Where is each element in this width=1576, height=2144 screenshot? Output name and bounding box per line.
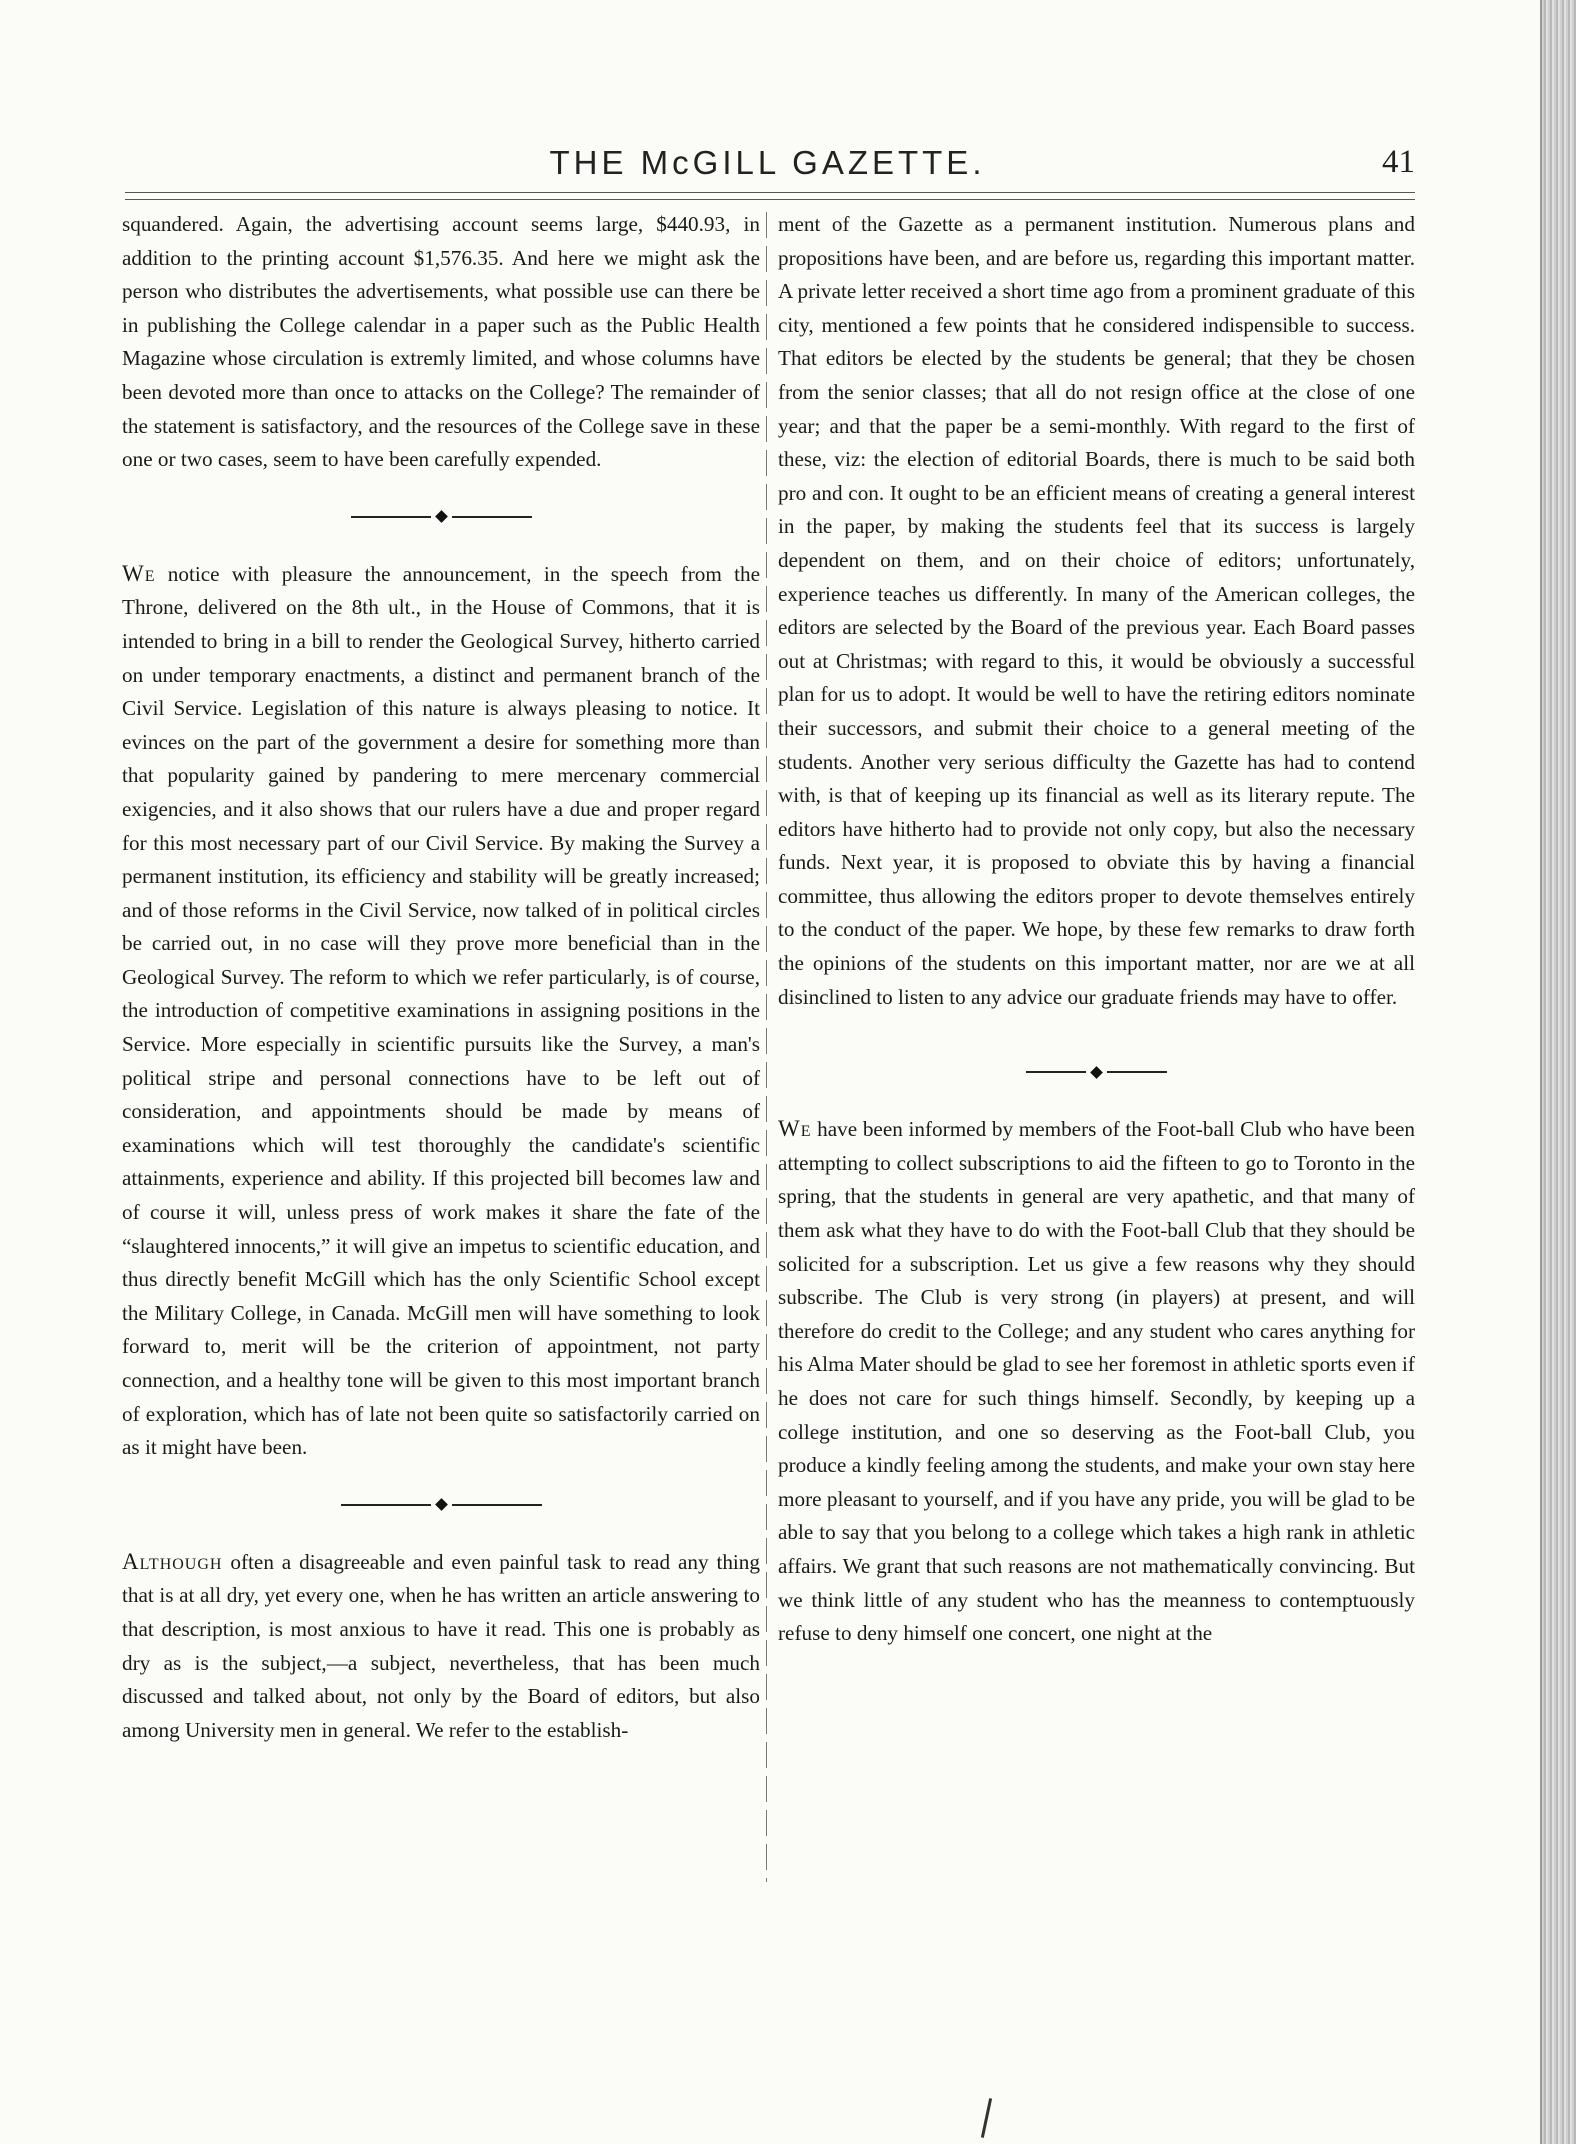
section-ornament	[778, 1054, 1415, 1090]
paragraph-initial: Although	[122, 1548, 223, 1574]
column-divider	[766, 212, 767, 1882]
right-column	[778, 208, 1415, 1651]
masthead-title: THE McGILL GAZETTE.	[549, 144, 986, 181]
header-rule	[125, 192, 1415, 200]
page-edge	[1540, 0, 1576, 2144]
paragraph-football-club	[778, 1112, 1415, 1651]
running-header	[120, 140, 1415, 200]
section-ornament	[122, 1487, 760, 1523]
paragraph-initial: We	[122, 560, 156, 586]
paragraph-geological-survey	[122, 557, 760, 1465]
paragraph-initial: We	[778, 1116, 812, 1142]
paragraph-advertising: squandered. Again, the advertising account seems large, $440.93, in addition to the printing account $1,576.35. And here we might ask the person who distributes the advertisements, what possible use can there be in publishing the College calendar in a paper such as the Public Health Magazine whose circulation is extremly limited, and whose columns have been devoted more than once to attacks on the College? The remainder of the statement is satisfactory, and the resources of the College save in these one or two cases, seem to have been carefully expended.	[122, 212, 760, 472]
paragraph-gazette-establishment	[122, 1545, 760, 1748]
paragraph-body: often a disagreeable and even painful task to read any thing that is at all dry, yet every one, when he has written an article answering to that description, is most anxious to have it read. This one is probably as dry as is the subject,—a subject, nevertheless, that has been much discussed and talked about, not only by the Board of editors, but also among University men in general. We refer to the establish-	[122, 1549, 760, 1742]
paragraph-body: notice with pleasure the announcement, in the speech from the Throne, delivered on the 8th ult., in the House of Commons, that it is intended to bring in a bill to render the Geological Survey, hitherto carried on under temporary enactments, a distinct and permanent branch of the Civil Service. Legislation of this nature is always pleasing to notice. It evinces on the part of the government a desire for something more than that popularity gained by pandering to mere mercenary commercial exigencies, and it also shows that our rulers have a due and proper regard for this most necessary part of our Civil Service. By making the Survey a permanent institution, its efficiency and stability will be greatly increased; and of those reforms in the Civil Service, now talked of in political circles be carried out, in no case will they prove more beneficial than in the Geological Survey. The reform to which we refer particularly, is of course, the introduction of competitive examinations in assigning positions in the Service. More especially in scientific pursuits like the Survey, a man's political stripe and personal connections have to be left out of consideration, and appointments should be made by means of examinations which will test thoroughly the candidate's scientific attainments, experience and ability. If this projected bill becomes law and of course it will, unless press of work makes it share the fate of the “slaughtered innocents,” it will give an impetus to scientific education, and thus directly benefit McGill which has the only Scientific School except the Military College, in Canada. McGill men will have something to look forward to, merit will be the criterion of appointment, not party connection, and a healthy tone will be given to this most important branch of exploration, which has of late not been quite so satisfactorily carried on as it might have been.	[122, 561, 760, 1460]
page-number: 41	[1382, 144, 1415, 180]
left-column	[122, 208, 760, 1747]
paragraph-body: have been informed by members of the Foot-ball Club who have been attempting to collect subscriptions to aid the fifteen to go to Toronto in the spring, that the students in general are very apathetic, and that many of them ask what they have to do with the Foot-ball Club that they should be solicited for a subscription. Let us give a few reasons why they should subscribe. The Club is very strong (in players) at present, and will therefore do credit to the College; and any student who cares anything for his Alma Mater should be glad to see her foremost in athletic sports even if he does not care for such things himself. Secondly, by keeping up a college institution, and one so deserving as the Foot-ball Club, you produce a kindly feeling among the students, and make your own stay here more pleasant to yourself, and if you have any pride, you will be glad to be able to say that you belong to a college which takes a high rank in athletic affairs. We grant that such reasons are not mathematically convincing. But we think little of any student who has the meanness to contemptuously refuse to deny himself one concert, one night at the	[778, 1117, 1415, 1646]
section-ornament	[122, 499, 760, 535]
ink-mark	[981, 2098, 992, 2138]
paragraph-gazette-continued: ment of the Gazette as a permanent institution. Numerous plans and propositions have been, and are before us, regarding this important matter. A private letter received a short time ago from a prominent graduate of this city, mentioned a few points that he considered indispensible to success. That editors be elected by the students be general; that they be chosen from the senior classes; that all do not resign office at the close of one year; and that the paper be a semi-monthly. With regard to the first of these, viz: the election of editorial Boards, there is much to be said both pro and con. It ought to be an efficient means of creating a general interest in the paper, by making the students feel that its success is largely dependent on them, and on their choice of editors; unfortunately, experience teaches us differently. In many of the American colleges, the editors are selected by the Board of the previous year. Each Board passes out at Christmas; with regard to this, it would be obviously a successful plan for us to adopt. It would be well to have the retiring editors nominate their successors, and submit their choice to a general meeting of the students. Another very serious difficulty the Gazette has had to contend with, is that of keeping up its financial as well as its literary repute. The editors have hitherto had to provide not only copy, but also the necessary funds. Next year, it is proposed to obviate this by having a financial committee, thus allowing the editors proper to devote themselves entirely to the conduct of the paper. We hope, by these few remarks to draw forth the opinions of the students on this important matter, nor are we at all disinclined to listen to any advice our graduate friends may have to offer.	[778, 212, 1415, 1009]
